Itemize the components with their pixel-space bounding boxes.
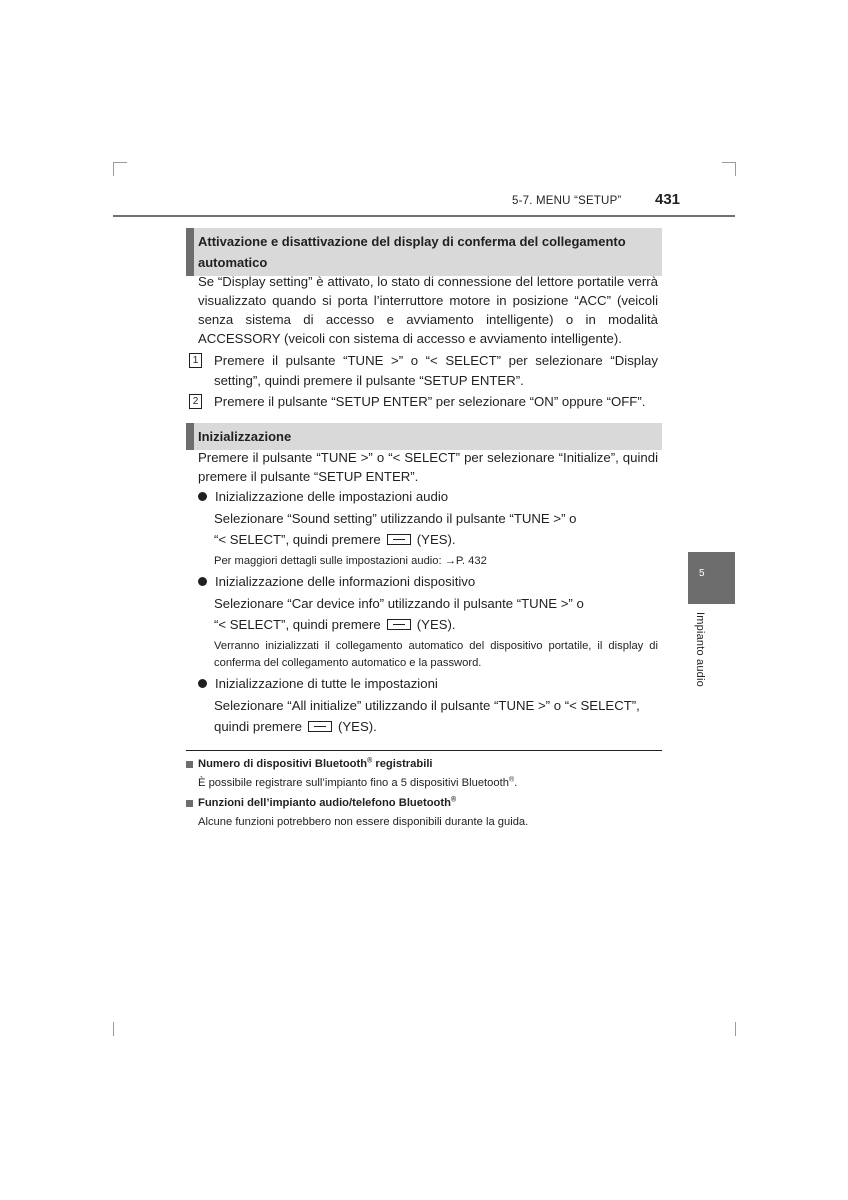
step-text: Premere il pulsante “TUNE >” o “< SELECT” per selezionare “Display setting”, quindi premere il pulsante “SETUP ENTER”. <box>214 353 658 388</box>
button-symbol-icon <box>387 534 411 545</box>
header-rule <box>113 215 735 217</box>
button-symbol-icon <box>308 721 332 732</box>
note-text: Verranno inizializzati il collegamento automatico del dispositivo portatile, il display di conferma del collegamento automatico e la password. <box>214 640 658 669</box>
square-bullet-icon <box>186 761 193 768</box>
bullet-item <box>198 572 658 591</box>
instruction-line: Selezionare “Car device info” utilizzando il pulsante “TUNE >” o <box>214 596 584 611</box>
section-heading-auto-connect: Attivazione e disattivazione del display di conferma del collegamento automatico <box>186 228 662 276</box>
instruction-line <box>214 614 658 635</box>
footnote-title <box>186 757 433 772</box>
footnote-title-text: Numero di dispositivi Bluetooth <box>198 758 368 770</box>
footnote-title-text: Funzioni dell’impianto audio/telefono Bluetooth <box>198 797 451 809</box>
section2-intro: Premere il pulsante “TUNE >” o “< SELECT” per selezionare “Initialize”, quindi premere il pulsante “SETUP ENTER”. <box>198 450 658 484</box>
registered-mark: ® <box>508 776 515 784</box>
instruction-line <box>214 529 658 550</box>
footnote-title <box>186 796 456 811</box>
footnote-body-suffix: . <box>514 777 518 789</box>
page-number: 431 <box>655 191 681 208</box>
chapter-number: 5 <box>699 568 705 579</box>
step-item <box>189 392 658 412</box>
instruction-text <box>214 508 658 550</box>
note-text: Per maggiori dettagli sulle impostazioni audio: →P. 432 <box>214 555 487 567</box>
crop-mark-top-right-h <box>722 162 736 163</box>
instruction-text <box>214 695 658 737</box>
crop-mark-bottom-left-v <box>113 1022 114 1036</box>
registered-mark: ® <box>367 757 373 765</box>
instruction-fragment: quindi premere <box>214 719 302 734</box>
instruction-text <box>214 593 658 635</box>
instruction-line <box>214 716 658 737</box>
step-text: Premere il pulsante “SETUP ENTER” per selezionare “ON” oppure “OFF”. <box>214 394 646 409</box>
crop-mark-top-left-h <box>113 162 127 163</box>
footnote-text: Alcune funzioni potrebbero non essere disponibili durante la guida. <box>198 816 529 828</box>
bullet-text: Inizializzazione delle informazioni dispositivo <box>215 574 476 589</box>
footnote-rule <box>186 750 662 751</box>
step-number: 1 <box>189 353 202 368</box>
footnote-text <box>198 776 658 791</box>
button-symbol-icon <box>387 619 411 630</box>
chapter-label: Impianto audio <box>694 612 706 687</box>
instruction-line: Selezionare “Sound setting” utilizzando il pulsante “TUNE >” o <box>214 511 577 526</box>
crop-mark-bottom-right-v <box>735 1022 736 1036</box>
instruction-fragment: (YES). <box>337 719 377 734</box>
instruction-fragment: “< SELECT”, quindi premere <box>214 617 381 632</box>
bullet-text: Inizializzazione delle impostazioni audio <box>215 489 449 504</box>
section-header: 5-7. MENU “SETUP” <box>512 195 622 207</box>
section-heading-initialize: Inizializzazione <box>186 423 662 450</box>
footnote-title-suffix: registrabili <box>372 758 433 770</box>
bullet-item <box>198 487 658 506</box>
square-bullet-icon <box>186 800 193 807</box>
crop-mark-top-left-v <box>113 162 114 176</box>
instruction-line: Selezionare “All initialize” utilizzando il pulsante “TUNE >” o “< SELECT”, <box>214 698 640 713</box>
bullet-dot-icon <box>198 492 207 501</box>
step-item <box>189 351 658 390</box>
instruction-fragment: “< SELECT”, quindi premere <box>214 532 381 547</box>
instruction-fragment: (YES). <box>416 532 456 547</box>
chapter-tab <box>688 552 735 604</box>
bullet-dot-icon <box>198 577 207 586</box>
step-number: 2 <box>189 394 202 409</box>
bullet-item <box>198 674 658 693</box>
registered-mark: ® <box>450 796 457 804</box>
crop-mark-top-right-v <box>735 162 736 176</box>
section1-intro: Se “Display setting” è attivato, lo stato di connessione del lettore portatile verrà visualizzato quando si porta l’interruttore motore in posizione “ACC” (veicoli senza sistema di accesso e avviamento intelligente) o in modalità ACCESSORY (veicoli con sistema di accesso e avviamento intelligente). <box>198 274 658 346</box>
footnote-body: È possibile registrare sull’impianto fino a 5 dispositivi Bluetooth <box>198 777 509 789</box>
bullet-dot-icon <box>198 679 207 688</box>
bullet-text: Inizializzazione di tutte le impostazioni <box>215 676 438 691</box>
instruction-fragment: (YES). <box>416 617 456 632</box>
